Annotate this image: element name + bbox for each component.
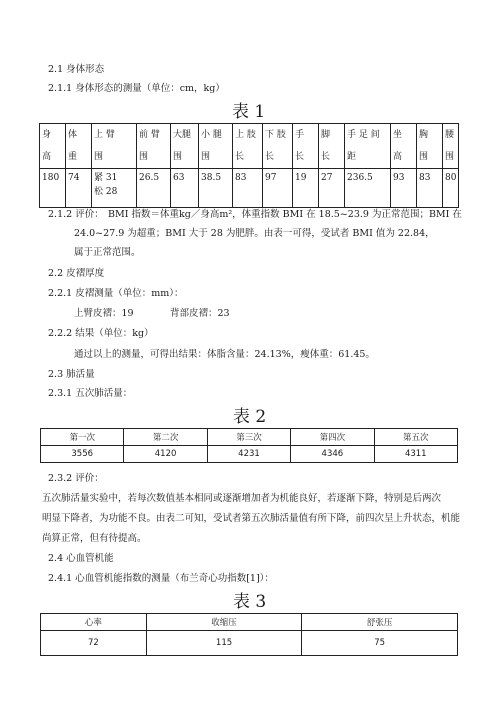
- table1-header-cell: 身 高: [40, 124, 66, 169]
- table3: [40, 613, 458, 656]
- heading-2-3-2: 2.3.2 评价：: [48, 473, 104, 484]
- table1-header-cell: 坐 高: [391, 124, 417, 169]
- table1-header-cell: 前 臂 围: [137, 124, 171, 169]
- table1-header-cell: 手 长: [293, 124, 319, 169]
- evaluation2-line1: 五次肺活量实验中，若每次数值基本相同或逐渐增加者为机能良好，若逐渐下降，特别是后两次: [42, 493, 442, 504]
- table2-caption: 表 2: [233, 407, 267, 427]
- table1-header-cell: 手 足 间 距: [345, 124, 391, 169]
- table1-header-cell: 大腿 围: [171, 124, 199, 169]
- table1-value-cell: 83: [417, 169, 443, 208]
- table3-header-row: [41, 614, 458, 631]
- table1: [39, 123, 459, 208]
- table3-caption: 表 3: [233, 592, 267, 612]
- table3-header-cell: 收缩压: [146, 614, 302, 631]
- table1-value-cell: 74: [66, 169, 92, 208]
- table2-value-cell: 4346: [291, 446, 374, 463]
- table2-header-cell: 第三次: [207, 429, 290, 446]
- table1-header-cell: 下 肢 长: [263, 124, 293, 169]
- evaluation1-line3: 属于正常范围。: [74, 247, 141, 258]
- heading-2-3-1: 2.3.1 五次肺活量：: [48, 388, 133, 399]
- table1-value-cell: 紧 31 松 28: [92, 169, 137, 208]
- heading-2-2-2: 2.2.2 结果（单位：kg）: [48, 328, 154, 339]
- table1-header-cell: 腰 围: [443, 124, 459, 169]
- table2-header-cell: 第二次: [124, 429, 207, 446]
- table3-value-cell: 75: [302, 631, 458, 656]
- table1-value-cell: 180: [40, 169, 66, 208]
- skinfold-back: 背部皮褶：23: [170, 308, 230, 319]
- table3-header-cell: 舒张压: [302, 614, 458, 631]
- heading-2-2-1: 2.2.1 皮褶测量（单位：mm）：: [48, 288, 184, 299]
- table1-value-cell: 97: [263, 169, 293, 208]
- table1-header-cell: 上 肢 长: [233, 124, 263, 169]
- table2-value-cell: 4311: [374, 446, 457, 463]
- skinfold-upper-arm: 上臂皮褶：19: [74, 308, 134, 319]
- heading-2-3: 2.3 肺活量: [48, 369, 95, 380]
- table1-header-cell: 体 重: [66, 124, 92, 169]
- table2-value-cell: 3556: [41, 446, 124, 463]
- table1-header-cell: 脚 长: [319, 124, 345, 169]
- result-text: 通过以上的测量，可得出结果：体脂含量：24.13%，瘦体重：61.45。: [74, 349, 375, 360]
- table2-value-cell: 4120: [124, 446, 207, 463]
- table2-header-row: [41, 429, 458, 446]
- table3-value-cell: 72: [41, 631, 147, 656]
- table1-value-row: [40, 169, 459, 208]
- table1-value-cell: 26.5: [137, 169, 171, 208]
- table2-header-cell: 第四次: [291, 429, 374, 446]
- table2-value-row: [41, 446, 458, 463]
- table2-header-cell: 第五次: [374, 429, 457, 446]
- table1-value-cell: 93: [391, 169, 417, 208]
- table2-value-cell: 4231: [207, 446, 290, 463]
- table1-header-cell: 小 腿 围: [199, 124, 233, 169]
- table1-value-cell: 27: [319, 169, 345, 208]
- heading-2-2: 2.2 皮褶厚度: [48, 268, 105, 279]
- table1-value-cell: 80: [443, 169, 459, 208]
- heading-2-1-1: 2.1.1 身体形态的测量（单位：cm，kg）: [48, 83, 225, 94]
- heading-2-1: 2.1 身体形态: [48, 64, 105, 75]
- table1-value-cell: 63: [171, 169, 199, 208]
- table3-header-cell: 心率: [41, 614, 147, 631]
- evaluation1-line2: 24.0~27.9 为超重；BMI 大于 28 为肥胖。由表一可得，受试者 BMI 值为 22.84，: [74, 228, 435, 239]
- evaluation2-line3: 尚算正常，但有待提高。: [42, 533, 147, 544]
- table1-value-cell: 236.5: [345, 169, 391, 208]
- table2: [40, 428, 458, 463]
- evaluation2-line2: 明显下降者，为功能不良。由表二可知，受试者第五次肺活量值有所下降，前四次呈上升状态，机能: [42, 513, 461, 524]
- table1-header-cell: 胸 围: [417, 124, 443, 169]
- table3-value-cell: 115: [146, 631, 302, 656]
- table1-value-extra: 松 28: [94, 187, 118, 197]
- heading-2-4: 2.4 心血管机能: [48, 553, 114, 564]
- table3-value-row: [41, 631, 458, 656]
- evaluation1-line1: BMI 指数＝体重kg／身高m²，体重指数 BMI 在 18.5~23.9 为正常范围；BMI 在: [108, 209, 462, 220]
- table1-value-cell: 83: [233, 169, 263, 208]
- table1-caption: 表 1: [232, 102, 266, 122]
- table1-header-row: [40, 124, 459, 169]
- table1-header-cell: 上 臂 围: [92, 124, 137, 169]
- table1-value-cell: 38.5: [199, 169, 233, 208]
- table2-header-cell: 第一次: [41, 429, 124, 446]
- table1-value-cell: 19: [293, 169, 319, 208]
- heading-2-1-2: 2.1.2 评价：: [48, 209, 104, 220]
- heading-2-4-1: 2.4.1 心血管机能指数的测量（布兰奇心功指数[1]）：: [48, 573, 274, 584]
